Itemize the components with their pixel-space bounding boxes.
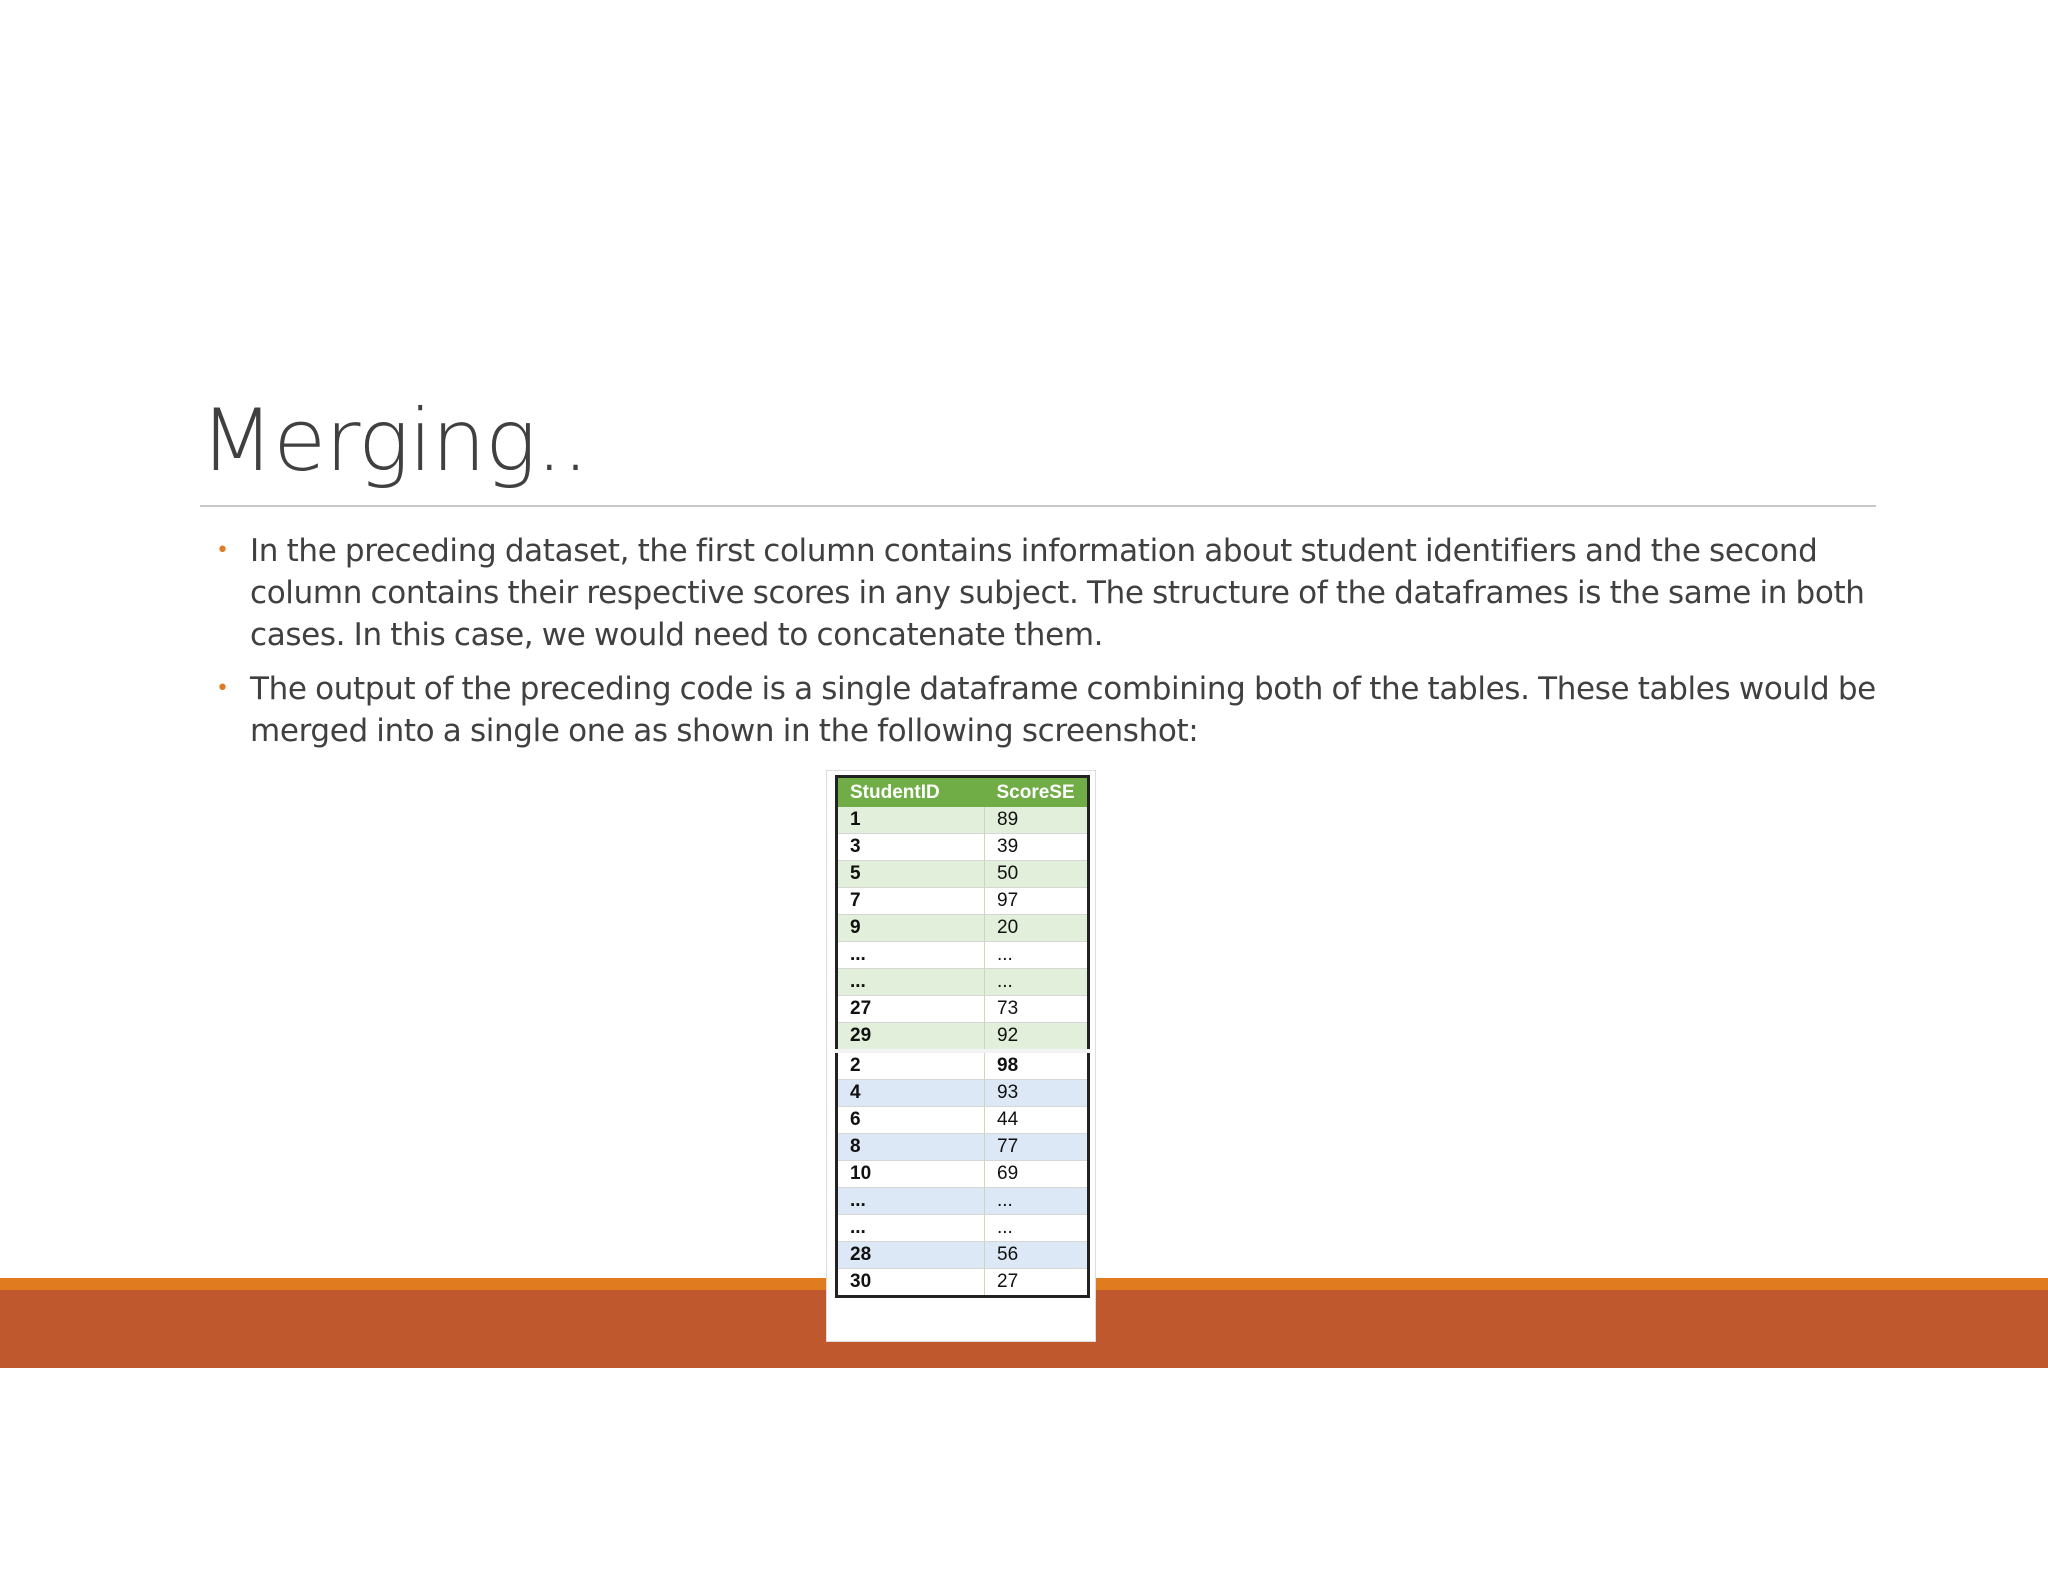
student-id-cell: ... [837,942,985,969]
score-cell: 77 [985,1134,1089,1161]
score-cell: ... [985,969,1089,996]
table-row [837,1051,1089,1080]
table-row [837,1107,1089,1134]
student-id-cell: 3 [837,834,985,861]
table-row [837,942,1089,969]
slide-title: Merging.. [200,391,589,491]
bullet-dot-icon: • [216,538,229,563]
bullet-item [210,530,1900,656]
table-row [837,1080,1089,1107]
table-row [837,1023,1089,1052]
score-cell: 27 [985,1269,1089,1297]
score-cell: 73 [985,996,1089,1023]
score-cell: ... [985,1188,1089,1215]
score-cell: 20 [985,915,1089,942]
score-cell: 97 [985,888,1089,915]
table-row [837,969,1089,996]
table-row [837,1215,1089,1242]
bullet-text: In the preceding dataset, the first column contains information about student identifiers and the second column contains their respective scores in any subject. The structure of the dataframes is the same in both cases. In this case, we would need to concatenate them. [250,533,1865,653]
score-cell: ... [985,942,1089,969]
student-id-cell: ... [837,969,985,996]
bullet-dot-icon: • [216,676,229,701]
student-id-cell: 8 [837,1134,985,1161]
student-id-cell: 10 [837,1161,985,1188]
student-id-cell: 2 [837,1051,985,1080]
bullet-list [210,530,1900,764]
score-cell: 69 [985,1161,1089,1188]
table-row [837,915,1089,942]
title-divider [200,505,1876,507]
table-row [837,1161,1089,1188]
score-cell: 50 [985,861,1089,888]
score-cell: 39 [985,834,1089,861]
table-header-row [837,777,1089,808]
student-id-cell: 9 [837,915,985,942]
score-cell: 92 [985,1023,1089,1052]
student-id-cell: 6 [837,1107,985,1134]
table-row [837,834,1089,861]
student-id-cell: 29 [837,1023,985,1052]
score-cell: 93 [985,1080,1089,1107]
student-id-cell: 7 [837,888,985,915]
bullet-text: The output of the preceding code is a single dataframe combining both of the tables. These tables would be merged into a single one as shown in the following screenshot: [250,671,1876,749]
table-row [837,861,1089,888]
student-id-cell: 5 [837,861,985,888]
student-id-cell: 30 [837,1269,985,1297]
student-id-cell: 28 [837,1242,985,1269]
column-header-studentid: StudentID [837,777,985,808]
column-header-scorese: ScoreSE [985,777,1089,808]
score-cell: 44 [985,1107,1089,1134]
student-id-cell: 1 [837,807,985,834]
student-id-cell: ... [837,1215,985,1242]
score-cell: ... [985,1215,1089,1242]
student-id-cell: 27 [837,996,985,1023]
table-row [837,807,1089,834]
table-row [837,1134,1089,1161]
score-cell: 98 [985,1051,1089,1080]
table-row [837,1188,1089,1215]
table-row [837,996,1089,1023]
student-id-cell: ... [837,1188,985,1215]
table-row [837,1269,1089,1297]
merged-dataframe-table [835,775,1090,1298]
score-cell: 89 [985,807,1089,834]
table-row [837,888,1089,915]
score-cell: 56 [985,1242,1089,1269]
bullet-item [210,668,1900,752]
student-id-cell: 4 [837,1080,985,1107]
table-row [837,1242,1089,1269]
